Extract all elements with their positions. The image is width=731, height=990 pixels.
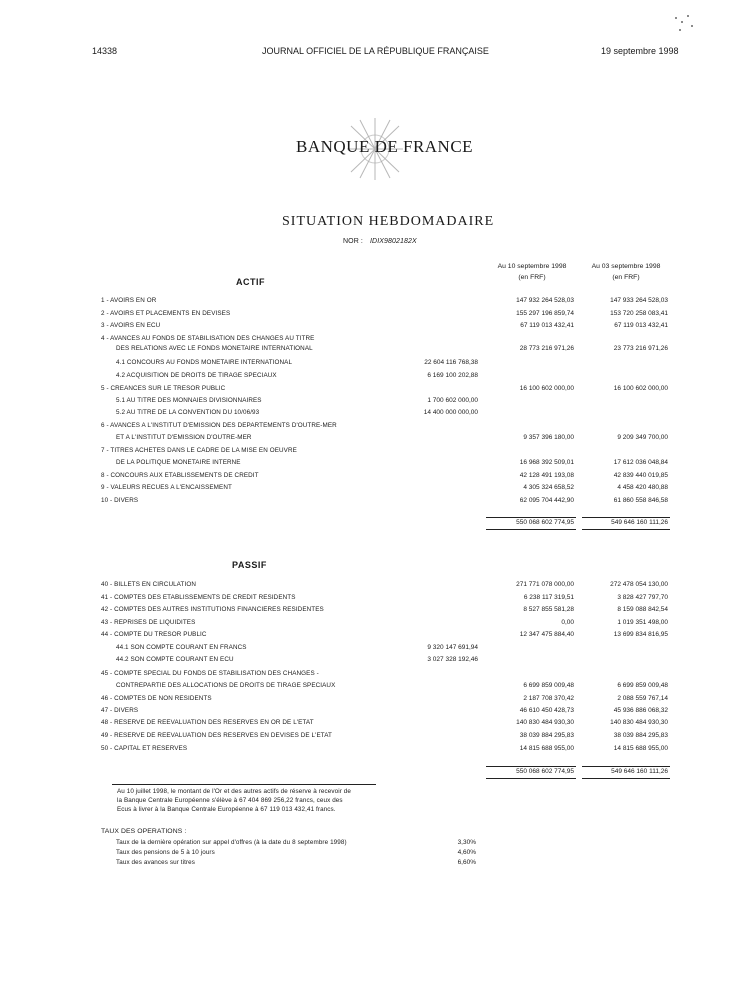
passif-row-col1: 46 610 450 428,73 (519, 707, 574, 714)
actif-row-col1: 16 100 602 000,00 (519, 385, 574, 392)
passif-total-rule-2 (582, 766, 670, 767)
actif-row-col2: 61 860 558 846,58 (613, 497, 668, 504)
passif-total-underline-2 (582, 778, 670, 779)
passif-row-label: 44.1 SON COMPTE COURANT EN FRANCS (116, 644, 247, 651)
passif-row-col1: 38 039 884 295,83 (519, 732, 574, 739)
actif-row-label: ET A L'INSTITUT D'EMISSION D'OUTRE-MER (116, 434, 252, 441)
actif-row-col2: 4 458 420 480,88 (617, 484, 668, 491)
passif-total-underline-1 (486, 778, 576, 779)
taux-row-value: 4,60% (457, 849, 476, 856)
actif-row-col1: 155 297 196 859,74 (516, 310, 574, 317)
actif-total-underline-2 (582, 529, 670, 530)
actif-row-col1: 67 119 013 432,41 (520, 322, 574, 329)
passif-row-col2: 272 478 054 130,00 (610, 581, 668, 588)
actif-row-label: DES RELATIONS AVEC LE FONDS MONETAIRE INTERNATIONAL (116, 345, 313, 352)
actif-total-c1: 550 068 602 774,95 (516, 519, 574, 526)
passif-row-label: 45 - COMPTE SPECIAL DU FONDS DE STABILISATION DES CHANGES - (101, 670, 319, 677)
passif-total-c1: 550 068 602 774,95 (516, 768, 574, 775)
actif-heading: ACTIF (236, 277, 265, 287)
taux-row-label: Taux des pensions de 5 à 10 jours (116, 849, 215, 856)
note-line-2: la Banque Centrale Européenne s'élève à 67 404 869 256,22 francs, ceux des (117, 797, 343, 804)
actif-row-col2: 23 773 216 971,26 (613, 345, 668, 352)
actif-row-label: 8 - CONCOURS AUX ETABLISSEMENTS DE CREDIT (101, 472, 259, 479)
actif-row-subvalue: 6 169 100 202,88 (427, 372, 478, 379)
actif-row-col1: 28 773 216 971,26 (519, 345, 574, 352)
actif-row-label: 7 - TITRES ACHETES DANS LE CADRE DE LA MISE EN OEUVRE (101, 447, 297, 454)
passif-row-col2: 8 159 088 842,54 (617, 606, 668, 613)
passif-row-col1: 8 527 855 581,28 (523, 606, 574, 613)
header-date: 19 septembre 1998 (601, 46, 679, 56)
corner-mark-icon (672, 12, 696, 34)
actif-row-subvalue: 1 700 602 000,00 (427, 397, 478, 404)
passif-row-col1: 271 771 078 000,00 (516, 581, 574, 588)
taux-heading: TAUX DES OPERATIONS : (101, 828, 187, 835)
document-title: SITUATION HEBDOMADAIRE (282, 214, 495, 229)
note-line-3: Ecus à livrer à la Banque Centrale Européenne à 67 119 013 432,41 francs. (117, 806, 336, 813)
actif-row-label: 9 - VALEURS RECUES A L'ENCAISSEMENT (101, 484, 232, 491)
actif-row-col2: 9 209 349 700,00 (617, 434, 668, 441)
actif-row-col2: 147 933 264 528,03 (610, 297, 668, 304)
page-number: 14338 (92, 46, 118, 56)
actif-total-rule-2 (582, 517, 670, 518)
actif-row-subvalue: 22 604 116 768,38 (424, 359, 478, 366)
passif-row-subvalue: 9 320 147 691,94 (427, 644, 478, 651)
actif-row-label: 5.1 AU TITRE DES MONNAIES DIVISIONNAIRES (116, 397, 262, 404)
passif-row-col1: 2 187 708 370,42 (523, 695, 574, 702)
passif-total-c2: 549 646 160 111,26 (611, 768, 668, 775)
passif-row-col1: 6 699 859 009,48 (523, 682, 574, 689)
passif-row-col1: 14 815 688 955,00 (519, 745, 574, 752)
passif-row-col1: 6 238 117 319,51 (523, 594, 574, 601)
col1-header-line2: (en FRF) (518, 274, 546, 281)
passif-total-rule-1 (486, 766, 576, 767)
actif-row-label: 10 - DIVERS (101, 497, 139, 504)
actif-row-col1: 62 095 704 442,90 (519, 497, 574, 504)
passif-row-label: 44.2 SON COMPTE COURANT EN ECU (116, 656, 234, 663)
actif-row-col1: 16 968 392 509,01 (519, 459, 574, 466)
actif-row-label: 2 - AVOIRS ET PLACEMENTS EN DEVISES (101, 310, 231, 317)
actif-total-rule-1 (486, 517, 576, 518)
actif-row-label: 4 - AVANCES AU FONDS DE STABILISATION DES CHANGES AU TITRE (101, 335, 315, 342)
passif-row-col2: 14 815 688 955,00 (613, 745, 668, 752)
passif-row-subvalue: 3 027 328 192,46 (427, 656, 478, 663)
nor-value: IDIX9802182X (370, 238, 417, 245)
taux-row-value: 6,60% (457, 859, 476, 866)
passif-row-label: 40 - BILLETS EN CIRCULATION (101, 581, 196, 588)
passif-row-col2: 6 699 859 009,48 (617, 682, 668, 689)
actif-row-label: 5 - CREANCES SUR LE TRESOR PUBLIC (101, 385, 226, 392)
actif-row-label: 6 - AVANCES A L'INSTITUT D'EMISSION DES DEPARTEMENTS D'OUTRE-MER (101, 422, 337, 429)
passif-heading: PASSIF (232, 560, 267, 570)
passif-row-col2: 45 936 886 068,32 (613, 707, 668, 714)
actif-row-label: 5.2 AU TITRE DE LA CONVENTION DU 10/06/93 (116, 409, 260, 416)
passif-row-col2: 140 830 484 930,30 (610, 719, 668, 726)
actif-total-underline-1 (486, 529, 576, 530)
actif-total-c2: 549 646 160 111,26 (611, 519, 668, 526)
passif-row-label: 43 - REPRISES DE LIQUIDITES (101, 619, 196, 626)
nor-label: NOR : (343, 238, 363, 245)
col2-header-line1: Au 03 septembre 1998 (591, 263, 661, 270)
passif-row-label: CONTREPARTIE DES ALLOCATIONS DE DROITS DE TIRAGE SPECIAUX (116, 682, 336, 689)
actif-row-label: 4.2 ACQUISITION DE DROITS DE TIRAGE SPECIAUX (116, 372, 277, 379)
actif-row-col1: 4 305 324 658,52 (523, 484, 574, 491)
passif-row-label: 50 - CAPITAL ET RESERVES (101, 745, 188, 752)
actif-row-label: 3 - AVOIRS EN ECU (101, 322, 161, 329)
taux-row-label: Taux des avances sur titres (116, 859, 195, 866)
passif-row-col2: 2 088 559 767,14 (617, 695, 668, 702)
passif-row-label: 42 - COMPTES DES AUTRES INSTITUTIONS FINANCIERES RESIDENTES (101, 606, 324, 613)
col1-header-line1: Au 10 septembre 1998 (497, 263, 567, 270)
col2-header-line2: (en FRF) (612, 274, 640, 281)
actif-row-col2: 16 100 602 000,00 (613, 385, 668, 392)
passif-row-label: 44 - COMPTE DU TRESOR PUBLIC (101, 631, 207, 638)
journal-title: JOURNAL OFFICIEL DE LA RÉPUBLIQUE FRANÇAISE (262, 46, 489, 56)
passif-row-label: 41 - COMPTES DES ETABLISSEMENTS DE CREDIT RESIDENTS (101, 594, 296, 601)
actif-row-col2: 42 839 440 019,85 (613, 472, 668, 479)
passif-row-col1: 140 830 484 930,30 (516, 719, 574, 726)
passif-row-label: 49 - RESERVE DE REEVALUATION DES RESERVES EN DEVISES DE L'ETAT (101, 732, 333, 739)
actif-row-col1: 147 932 264 528,03 (516, 297, 574, 304)
actif-row-col1: 42 128 491 193,08 (519, 472, 574, 479)
passif-row-col2: 38 039 884 295,83 (613, 732, 668, 739)
taux-row-label: Taux de la dernière opération sur appel d'offres (à la date du 8 septembre 1998) (116, 839, 347, 846)
note-rule (112, 784, 376, 785)
actif-row-col2: 67 119 013 432,41 (614, 322, 668, 329)
note-line-1: Au 10 juillet 1998, le montant de l'Or et des autres actifs de réserve à recevoir de (117, 788, 351, 795)
passif-row-label: 46 - COMPTES DE NON RESIDENTS (101, 695, 212, 702)
logo-text: BANQUE DE FRANCE (296, 137, 474, 156)
passif-row-col1: 12 347 475 884,40 (519, 631, 574, 638)
passif-row-col2: 3 828 427 797,70 (617, 594, 668, 601)
actif-row-label: 1 - AVOIRS EN OR (101, 297, 157, 304)
taux-row-value: 3,30% (457, 839, 476, 846)
actif-row-subvalue: 14 400 000 000,00 (423, 409, 478, 416)
passif-row-col2: 13 699 834 816,95 (613, 631, 668, 638)
passif-row-label: 47 - DIVERS (101, 707, 139, 714)
actif-row-label: DE LA POLITIQUE MONETAIRE INTERNE (116, 459, 241, 466)
passif-row-label: 48 - RESERVE DE REEVALUATION DES RESERVES EN OR DE L'ETAT (101, 719, 314, 726)
actif-row-col2: 153 720 258 083,41 (610, 310, 668, 317)
passif-row-col2: 1 019 351 498,00 (617, 619, 668, 626)
passif-row-col1: 0,00 (561, 619, 574, 626)
actif-row-label: 4.1 CONCOURS AU FONDS MONETAIRE INTERNATIONAL (116, 359, 293, 366)
actif-row-col1: 9 357 396 180,00 (523, 434, 574, 441)
actif-row-col2: 17 612 036 048,84 (613, 459, 668, 466)
